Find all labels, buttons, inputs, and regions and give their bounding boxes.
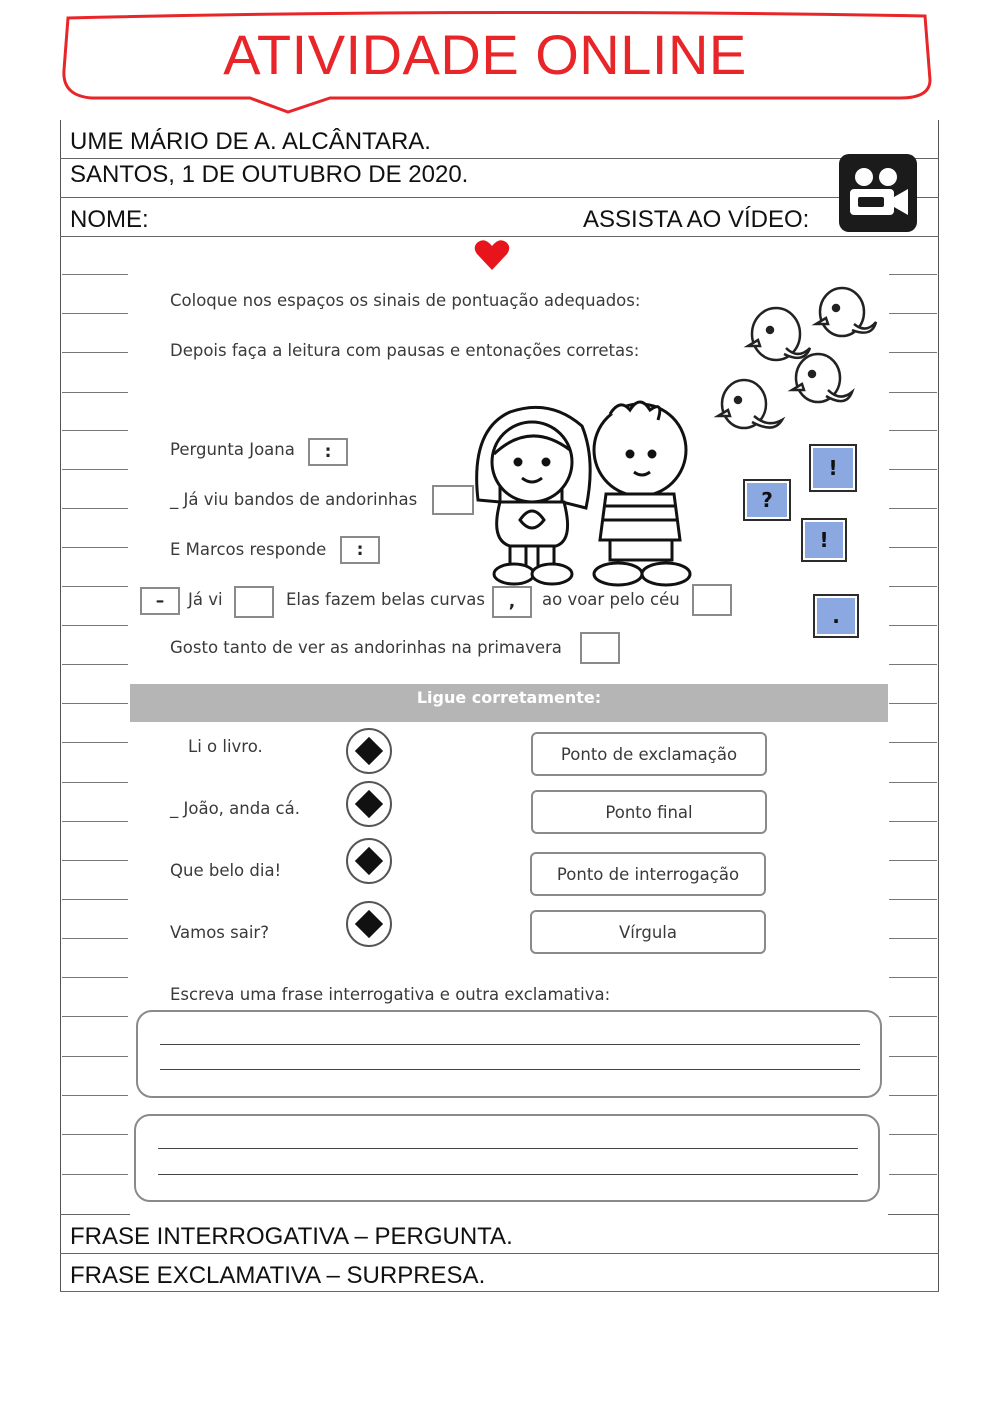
sheet-left-border [60,120,61,1292]
match-left-4: Vamos sair? [170,923,269,942]
rule-stub-left [62,392,128,393]
write-instruction: Escreva uma frase interrogativa e outra exclamativa: [170,985,611,1004]
date-line: SANTOS, 1 DE OUTUBRO DE 2020. [70,161,469,188]
drag-tile-period[interactable]: . [813,594,859,638]
video-camera-icon[interactable] [838,153,918,233]
rule-stub-left [62,469,128,470]
rule-stub-right [889,625,937,626]
diamond-dot-icon [355,910,383,938]
page-title: ATIVIDADE ONLINE [223,23,747,86]
rule-stub-left [62,508,128,509]
match-right-2[interactable]: Ponto final [531,790,767,834]
sentence-ao-voar: ao voar pelo céu [542,590,680,609]
match-right-4[interactable]: Vírgula [530,910,766,954]
rule-stub-left [62,1134,128,1135]
instruction-reading: Depois faça a leitura com pausas e entonações corretas: [170,341,640,360]
rule-stub-left [62,1016,128,1017]
rule-line [60,1291,939,1292]
rule-stub-right [889,664,937,665]
rule-stub-left [62,586,128,587]
sentence-gosto: Gosto tanto de ver as andorinhas na primavera [170,638,562,657]
rule-stub-right [889,1134,937,1135]
rule-stub-right [889,938,937,939]
match-dot-1[interactable] [346,728,392,774]
match-right-3[interactable]: Ponto de interrogação [530,852,766,896]
drag-tile-question[interactable]: ? [743,479,791,521]
rule-stub-right [889,977,937,978]
video-label: ASSISTA AO VÍDEO: [583,206,810,233]
write-line [160,1044,860,1045]
rule-stub-right [889,1016,937,1017]
rule-stub-left [62,821,128,822]
rule-stub-left [62,938,128,939]
rule-stub-left [62,664,128,665]
match-header-text: Ligue corretamente: [416,688,602,707]
match-left-2: _ João, anda cá. [170,799,300,818]
box-dash[interactable]: – [140,587,180,615]
school-name: UME MÁRIO DE A. ALCÂNTARA. [70,128,431,155]
write-line [158,1174,858,1175]
answer-box-exclamative[interactable] [134,1114,880,1202]
sheet-right-border [938,120,939,1292]
sentence-marcos: E Marcos responde [170,540,327,559]
rule-line [60,236,939,237]
heart-icon [474,239,510,271]
rule-stub-right [889,547,937,548]
rule-stub-left [62,1174,128,1175]
box-joana[interactable]: : [308,438,348,466]
children-illustration [470,390,710,588]
rule-stub-left [62,899,128,900]
rule-stub-right [889,430,937,431]
rule-stub-left [62,625,128,626]
match-dot-4[interactable] [346,901,392,947]
drag-tile-exclamation-2[interactable]: ! [801,518,847,562]
box-comma[interactable]: , [492,586,532,618]
rule-stub-right [889,1174,937,1175]
write-line [160,1069,860,1070]
rule-stub-left [62,313,128,314]
rule-stub-right [889,469,937,470]
rule-stub-left [62,274,128,275]
match-left-1: Li o livro. [188,737,263,756]
rule-stub-left [62,782,128,783]
rule-stub-right [889,742,937,743]
box-ja-viu[interactable] [432,485,474,515]
rule-stub-right [889,1095,937,1096]
rule-stub-right [889,392,937,393]
diamond-dot-icon [355,790,383,818]
rule-stub-left [62,1056,128,1057]
footer-interrogative: FRASE INTERROGATIVA – PERGUNTA. [70,1223,513,1250]
match-right-1[interactable]: Ponto de exclamação [531,732,767,776]
box-marcos[interactable]: : [340,536,380,564]
rule-stub-right [889,703,937,704]
birds-illustration [712,272,882,450]
rule-line [60,158,939,159]
rule-stub-right [889,313,937,314]
rule-stub-right [889,508,937,509]
rule-stub-right [889,782,937,783]
rule-stub-left [62,430,128,431]
rule-stub-left [62,352,128,353]
rule-stub-left [62,547,128,548]
rule-stub-left [62,977,128,978]
sentence-ja-viu: _ Já viu bandos de andorinhas [170,490,418,509]
name-label: NOME: [70,206,149,233]
diamond-dot-icon [355,847,383,875]
sentence-elas-fazem: Elas fazem belas curvas [286,590,485,609]
rule-stub-left [62,742,128,743]
rule-stub-right [889,352,937,353]
rule-stub-left [62,860,128,861]
rule-stub-right [889,1056,937,1057]
drag-tile-exclamation[interactable]: ! [809,444,857,492]
box-gosto[interactable] [580,632,620,664]
rule-stub-right [889,860,937,861]
rule-stub-right [889,821,937,822]
rule-stub-right [889,586,937,587]
instruction-punctuation: Coloque nos espaços os sinais de pontuação adequados: [170,291,641,310]
diamond-dot-icon [355,737,383,765]
rule-stub-right [889,274,937,275]
rule-stub-left [62,1095,128,1096]
box-ao-voar[interactable] [692,584,732,616]
match-section-header [130,684,888,722]
rule-line [60,1253,939,1254]
answer-box-interrogative[interactable] [136,1010,882,1098]
rule-line [60,197,939,198]
match-dot-2[interactable] [346,781,392,827]
footer-exclamative: FRASE EXCLAMATIVA – SURPRESA. [70,1262,486,1289]
sentence-ja-vi: Já vi [188,590,223,609]
match-left-3: Que belo dia! [170,861,282,880]
match-dot-3[interactable] [346,838,392,884]
rule-stub-left [62,703,128,704]
box-ja-vi[interactable] [234,586,274,618]
write-line [158,1148,858,1149]
sentence-pergunta-joana: Pergunta Joana [170,440,295,459]
rule-stub-right [889,899,937,900]
